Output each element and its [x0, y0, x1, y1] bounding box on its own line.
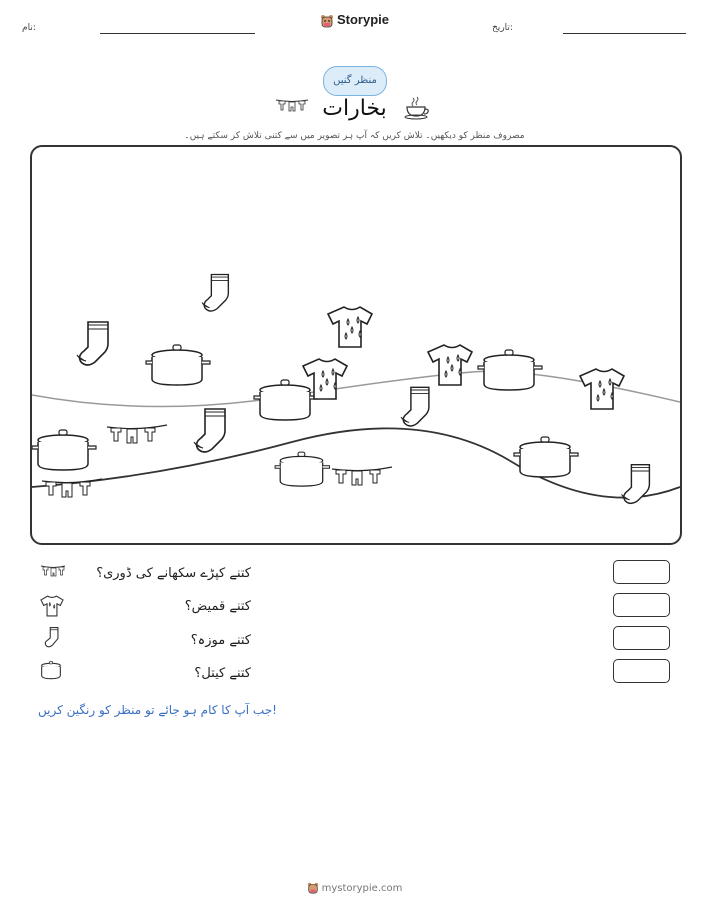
bear-icon: [307, 882, 319, 894]
question-2: کتنے قمیض؟: [184, 599, 251, 614]
date-field[interactable]: [563, 33, 686, 34]
pot-6: [275, 452, 329, 486]
answer-box-1[interactable]: [613, 560, 670, 584]
shirt-4: [580, 369, 624, 409]
question-4: کتنے کیتل؟: [194, 666, 251, 681]
pot-3: [32, 430, 96, 470]
sock-1: [77, 322, 108, 365]
answer-box-3[interactable]: [613, 626, 670, 650]
closing-note: جب آپ کا کام ہو جائے تو منظر کو رنگین کریں!: [38, 703, 277, 717]
sock-3: [194, 409, 225, 452]
instructions: مصروف منظر کو دیکھیں۔ تلاش کریں کہ آپ ہر تصویر میں سے کتنی تلاش کر سکتے ہیں۔: [184, 131, 525, 141]
pot-4: [478, 350, 542, 390]
name-field[interactable]: [100, 33, 255, 34]
clothesline-icon: [40, 563, 66, 582]
question-3: کتنے موزہ؟: [190, 633, 251, 648]
footer-url[interactable]: mystorypie.com: [321, 883, 403, 894]
date-label: تاریخ:: [492, 23, 513, 33]
clothesline-3: [332, 467, 392, 485]
answer-box-2[interactable]: [613, 593, 670, 617]
page-title: بخارات: [322, 96, 387, 121]
brand-name: Storypie: [336, 12, 389, 27]
sock-5: [622, 465, 650, 504]
sock-4: [401, 387, 429, 426]
pot-1: [146, 345, 210, 385]
shirt-icon: [40, 595, 64, 621]
pot-2: [254, 380, 318, 420]
footer: [0, 882, 709, 894]
question-1: کتنے کپڑے سکھانے کی ڈوری؟: [96, 566, 251, 581]
shirt-1: [328, 307, 372, 347]
steaming-cup-icon: [402, 96, 432, 124]
sock-2: [202, 275, 228, 312]
sock-icon: [44, 627, 62, 653]
brand-logo: [0, 12, 709, 28]
answer-box-4[interactable]: [613, 659, 670, 683]
activity-badge: منظر گنیں: [323, 66, 387, 96]
bear-icon: [320, 14, 334, 28]
name-label: نام:: [22, 23, 36, 33]
counting-scene: [30, 145, 682, 545]
pot-icon: [40, 661, 62, 685]
shirt-3: [428, 345, 472, 385]
clothesline-1: [107, 425, 167, 443]
pot-5: [514, 437, 578, 477]
